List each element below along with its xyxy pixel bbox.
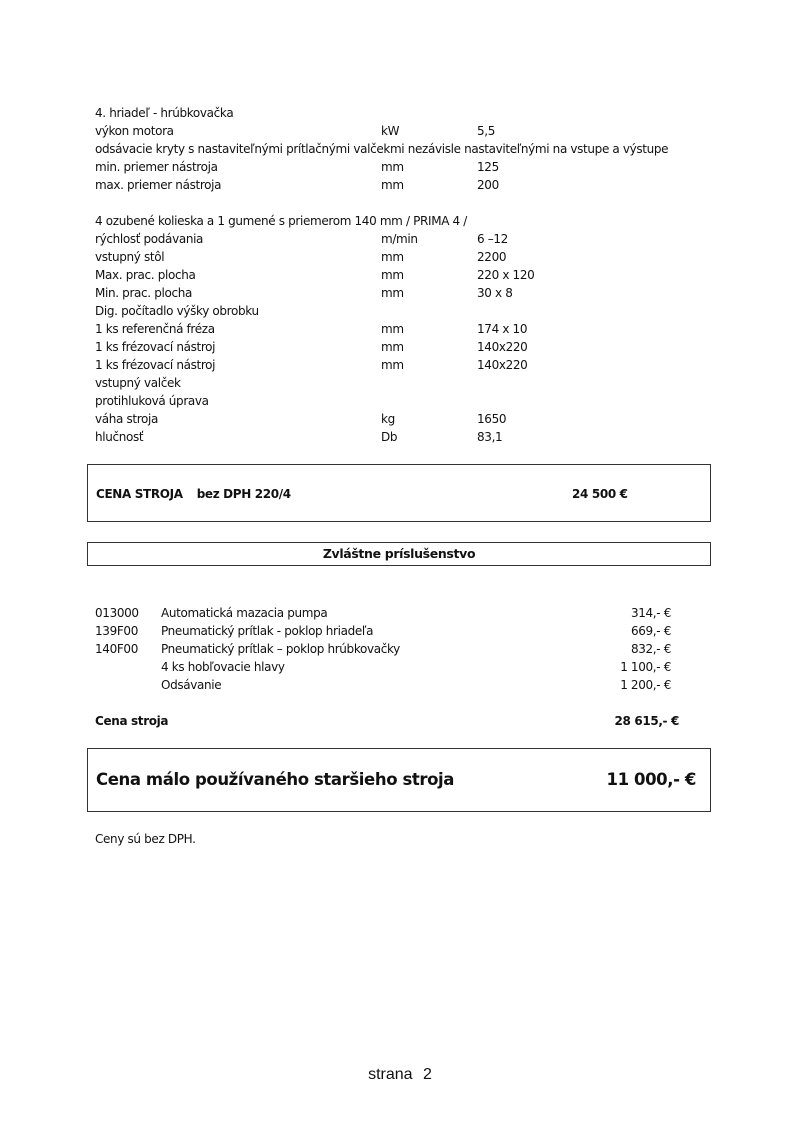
accessory-name: Odsávanie <box>161 678 222 692</box>
spec-row <box>95 122 695 140</box>
accessories-heading: Zvláštne príslušenstvo <box>87 542 711 566</box>
spec-label: min. priemer nástroja <box>95 160 218 174</box>
spec-label: 1 ks frézovací nástroj <box>95 340 216 354</box>
total-price-label: Cena stroja <box>95 714 169 728</box>
accessory-name: Pneumatický prítlak - poklop hriadeľa <box>161 624 374 638</box>
spec-label: vstupný valček <box>95 376 181 390</box>
spec-value: 6 –12 <box>477 232 508 246</box>
spec-row <box>95 302 695 320</box>
spec-unit: mm <box>381 250 404 264</box>
accessory-price: 832,- € <box>630 642 671 656</box>
spec-label: 1 ks referenčná fréza <box>95 322 215 336</box>
total-price-row <box>95 712 679 730</box>
spec-unit: Db <box>381 430 398 444</box>
spec-label: max. priemer nástroja <box>95 178 222 192</box>
spec-row <box>95 356 695 374</box>
spec-unit: mm <box>381 178 404 192</box>
spec-row <box>95 410 695 428</box>
spec-value: 125 <box>477 160 499 174</box>
extraction-covers-note: odsávacie kryty s nastaviteľnými prítlačnými valčekmi nezávisle nastaviteľnými na vstupe a výstupe <box>95 142 669 156</box>
spec-label: rýchlosť podávania <box>95 232 204 246</box>
spec-value: 1650 <box>477 412 507 426</box>
spec-label: Dig. počítadlo výšky obrobku <box>95 304 259 318</box>
accessory-row <box>95 604 671 622</box>
spec-value: 140x220 <box>477 358 528 372</box>
accessory-row <box>95 676 671 694</box>
spec-label: protihluková úprava <box>95 394 209 408</box>
machine-price-label: CENA STROJA <box>96 487 183 501</box>
spec-unit: mm <box>381 340 404 354</box>
accessory-name: 4 ks hobľovacie hlavy <box>161 660 285 674</box>
spec-unit: mm <box>381 160 404 174</box>
spec-value: 30 x 8 <box>477 286 513 300</box>
feed-rollers-note: 4 ozubené kolieska a 1 gumené s priemerom 140 mm / PRIMA 4 / <box>95 214 467 228</box>
spec-label: Min. prac. plocha <box>95 286 192 300</box>
accessory-name: Automatická mazacia pumpa <box>161 606 328 620</box>
accessory-code: 139F00 <box>95 624 138 638</box>
used-machine-price-box <box>87 748 711 812</box>
accessory-row <box>95 622 671 640</box>
spec-unit: kg <box>381 412 395 426</box>
spec-value: 140x220 <box>477 340 528 354</box>
accessory-price: 1 100,- € <box>620 660 671 674</box>
total-price-value: 28 615,- € <box>614 714 679 728</box>
spec-value: 5,5 <box>477 124 496 138</box>
spec-label: vstupný stôl <box>95 250 165 264</box>
spec-row <box>95 266 695 284</box>
accessory-price: 669,- € <box>630 624 671 638</box>
spec-label: Max. prac. plocha <box>95 268 196 282</box>
accessory-price: 314,- € <box>630 606 671 620</box>
spec-row <box>95 428 695 446</box>
page-number: 2 <box>423 1066 432 1083</box>
spec-row <box>95 248 695 266</box>
spec-row <box>95 392 695 410</box>
spec-value: 220 x 120 <box>477 268 535 282</box>
spec-row <box>95 230 695 248</box>
machine-price-box <box>87 464 711 522</box>
spec-value: 2200 <box>477 250 507 264</box>
spec-value: 174 x 10 <box>477 322 528 336</box>
spec-label: hlučnosť <box>95 430 144 444</box>
spec-unit: mm <box>381 358 404 372</box>
spec-value: 200 <box>477 178 499 192</box>
page-footer <box>0 1066 800 1084</box>
accessory-code: 013000 <box>95 606 139 620</box>
spec-unit: mm <box>381 268 404 282</box>
spec-unit: mm <box>381 322 404 336</box>
spec-value: 83,1 <box>477 430 503 444</box>
page-label: strana <box>368 1066 413 1083</box>
spec-row <box>95 284 695 302</box>
section-heading: 4. hriadeľ - hrúbkovačka <box>95 106 234 120</box>
accessory-price: 1 200,- € <box>620 678 671 692</box>
spec-unit: mm <box>381 286 404 300</box>
spec-row <box>95 158 695 176</box>
accessory-row <box>95 640 671 658</box>
used-machine-price-label: Cena málo používaného staršieho stroja <box>96 770 455 789</box>
spec-row <box>95 320 695 338</box>
machine-price-value: 24 500 € <box>572 487 628 501</box>
spec-label: výkon motora <box>95 124 174 138</box>
used-machine-price-value: 11 000,- € <box>606 770 696 789</box>
machine-price-subtitle: bez DPH 220/4 <box>196 487 291 501</box>
accessory-row <box>95 658 671 676</box>
spec-unit: m/min <box>381 232 418 246</box>
accessory-name: Pneumatický prítlak – poklop hrúbkovačky <box>161 642 400 656</box>
spec-unit: kW <box>381 124 400 138</box>
spec-row <box>95 338 695 356</box>
spec-label: 1 ks frézovací nástroj <box>95 358 216 372</box>
spec-row <box>95 176 695 194</box>
vat-note: Ceny sú bez DPH. <box>95 832 196 846</box>
spec-label: váha stroja <box>95 412 159 426</box>
spec-row <box>95 374 695 392</box>
machine-price-title <box>96 485 291 503</box>
accessory-code: 140F00 <box>95 642 138 656</box>
